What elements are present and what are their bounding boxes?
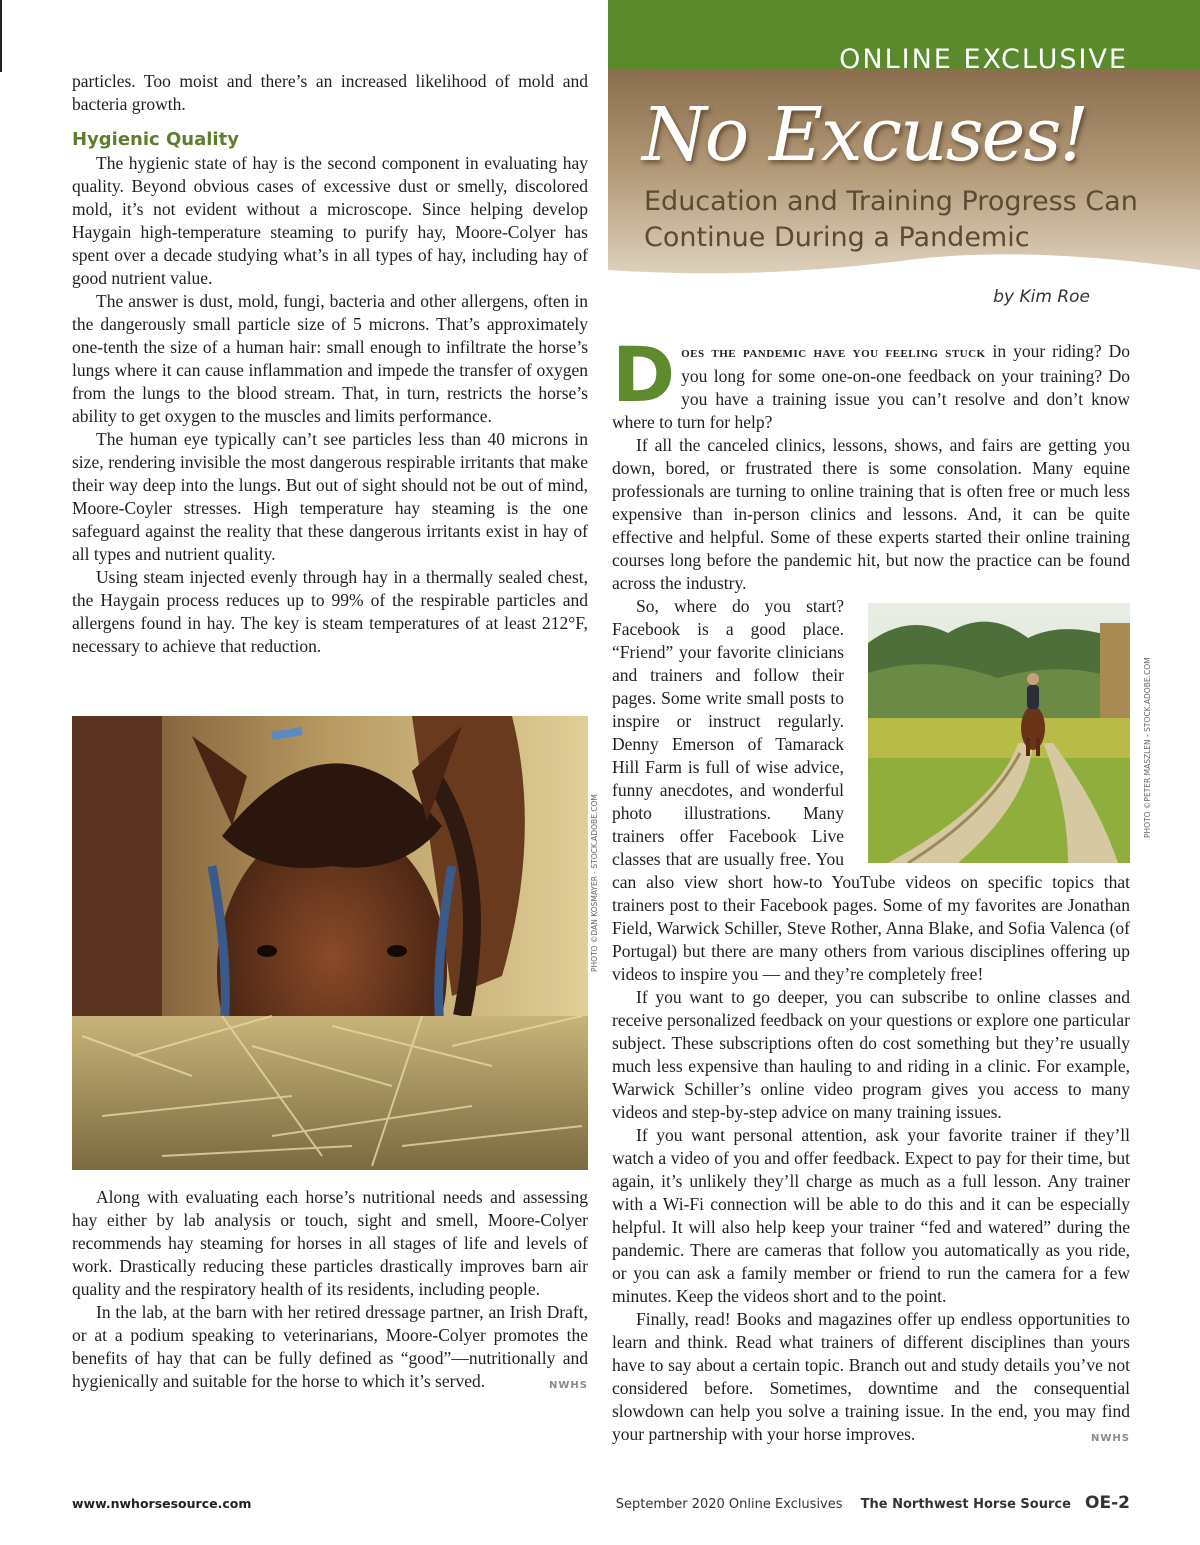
photo-credit <box>590 716 602 1170</box>
footer-right <box>616 1493 1130 1513</box>
deck: Education and Training Progress Can Continue During a Pandemic <box>644 186 1138 253</box>
body-paragraph-text: In the lab, at the barn with her retired dressage partner, an Irish Draft, or at a podium speaking to veterinarians, Moore-Colyer promotes the benefits of hay that can be fully defined as “good”—nutritionally and hygienically and suitable for the horse to which it’s served. <box>72 1302 588 1391</box>
body-paragraph: If you want to go deeper, you can subscribe to online classes and receive personalized feedback on your questions or explore one particular subject. These subscriptions often do cost something but they’re usually much less expensive than hauling to and riding in a clinic. For example, Warwick Schiller’s online video program gives you access to many videos and step-by-step advice on many training issues. <box>612 987 1130 1122</box>
crop-mark <box>0 0 2 72</box>
photo-credit-text: PHOTO ©DAN KOSMAYER - STOCK.ADOBE.COM <box>590 794 599 972</box>
body-paragraph <box>72 1301 588 1393</box>
body-paragraph-text: So, where do you start? Facebook is a good place. “Friend” your favorite clinicians and trainers and follow their pages. Some write small posts to inspire or instruct regularly. Denny Emerson of Tamarack Hill Farm is full of wise advice, funny anecdotes, and wonderful photo illustrations. Many trainers offer Facebook Live classes that are usually free. You can also view short how-to YouTube videos on specific topics that trainers post to their Facebook pages. Some of my favorites are Jonathan Field, Warwick Schiller, Steve Rother, Anna Blake, and Sofia Valenca (of Portugal) but there are many others from various disciplines offering up videos to inspire you — and they’re completely free! <box>612 596 1130 984</box>
end-mark: NWHS <box>1091 1433 1130 1444</box>
photo-credit-text: PHOTO ©PETER MASZLEN - STOCK.ADOBE.COM <box>1143 657 1152 838</box>
kicker: ONLINE EXCLUSIVE <box>839 44 1128 75</box>
page-number: OE-2 <box>1085 1493 1130 1513</box>
body-paragraph: Using steam injected evenly through hay in a thermally sealed chest, the Haygain process reduces up to 99% of the respirable particles and allergens found in hay. The key is steam temperatures of at least 212°F, necessary to achieve that reduction. <box>72 567 588 656</box>
rider-on-trail-photo <box>868 603 1130 863</box>
byline: by Kim Roe <box>993 287 1090 307</box>
body-paragraph: Along with evaluating each horse’s nutritional needs and assessing hay either by lab analysis or touch, sight and smell, Moore-Colyer recommends hay steaming for horses in all stages of life and levels of work. Drastically reducing these particles drastically improves barn air quality and the respiratory health of its residents, including people. <box>72 1187 588 1299</box>
photo-credit <box>1136 603 1152 863</box>
body-paragraph: The hygienic state of hay is the second component in evaluating hay quality. Beyond obvious cases of excessive dust or smelly, discolored mold, it’s not evident without a microscope. Since helping develop Haygain high-temperature steaming to purify hay, Moore-Colyer has spent over a decade studying what’s in all types of hay, including hay of good nutrient value. <box>72 153 588 288</box>
horse-eating-hay-photo <box>72 716 588 1170</box>
body-paragraph <box>612 595 1152 986</box>
body-paragraph-text: Finally, read! Books and magazines offer up endless opportunities to learn and think. Read what trainers of different disciplines than yours have to say about a certain topic. Branch out and study details you’ve not considered before. Sometimes, downtime and the consequential slowdown can help you solve a training issue. In the end, you may find your partnership with your horse improves. <box>612 1309 1130 1444</box>
body-paragraph: The human eye typically can’t see particles less than 40 microns in size, rendering invisible the most dangerous respirable irritants that make their way deep into the lungs. But out of sight should not be out of mind, Moore-Coyler stresses. High temperature hay steaming is the one safeguard against the reality that these dangerous irritants exist in hay of all types and nutrient quality. <box>72 429 588 564</box>
section-heading: Hygienic Quality <box>72 129 239 150</box>
publication-name: The Northwest Horse Source <box>860 1497 1071 1512</box>
lead-paragraph: particles. Too moist and there’s an increased likelihood of mold and bacteria growth. <box>72 71 588 114</box>
left-column <box>72 70 588 658</box>
left-column-continued <box>72 1186 588 1397</box>
body-paragraph <box>612 1308 1130 1446</box>
right-column <box>612 330 1152 1450</box>
body-paragraph: The answer is dust, mold, fungi, bacteria and other allergens, often in the dangerously small particle size of 5 microns. That’s approximately one-tenth the size of a human hair: small enough to infiltrate the horse’s lungs where it can cause inflammation and impede the transfer of oxygen from the lungs to the blood stream. That, in turn, restricts the horse’s ability to get oxygen to the muscles and limits performance. <box>72 291 588 426</box>
lead-in: oes the pandemic have you feeling stuck <box>681 345 986 361</box>
rider-photo-figure <box>868 603 1156 863</box>
issue-label: September 2020 Online Exclusives <box>615 1497 843 1512</box>
lead-text: in your riding? Do you long for some one-on-one feedback on your training? Do you have a training issue you can’t resolve and don’t know where to turn for help? <box>612 341 1130 432</box>
drop-cap: D <box>612 330 676 419</box>
headline: No Excuses! <box>642 92 1088 178</box>
article-header <box>608 0 1200 320</box>
body-paragraph: If you want personal attention, ask your favorite trainer if they’ll watch a video of you and offer feedback. Expect to pay for their time, but again, it’s unlikely they’ll charge as much as a full lesson. Any trainer with a Wi-Fi connection will be able to do this and it can be especially helpful. It will also help keep your trainer “fed and watered” during the pandemic. There are cameras that follow you automatically as you ride, or you can ask a family member or friend to run the camera for a few minutes. Keep the videos short and to the point. <box>612 1125 1130 1306</box>
body-paragraph: If all the canceled clinics, lessons, shows, and fairs are getting you down, bored, or frustrated there is some consolation. Many equine professionals are turning to online training that is often free or much less expensive than in-person clinics and lessons. And, it can be quite effective and helpful. Some of these experts started their online training courses long before the pandemic hit, but now the practice can be found across the industry. <box>612 435 1130 593</box>
page-footer <box>72 1493 1130 1516</box>
website-url[interactable]: www.nwhorsesource.com <box>72 1496 252 1511</box>
lead-paragraph <box>612 330 1130 434</box>
end-mark: NWHS <box>549 1380 588 1391</box>
